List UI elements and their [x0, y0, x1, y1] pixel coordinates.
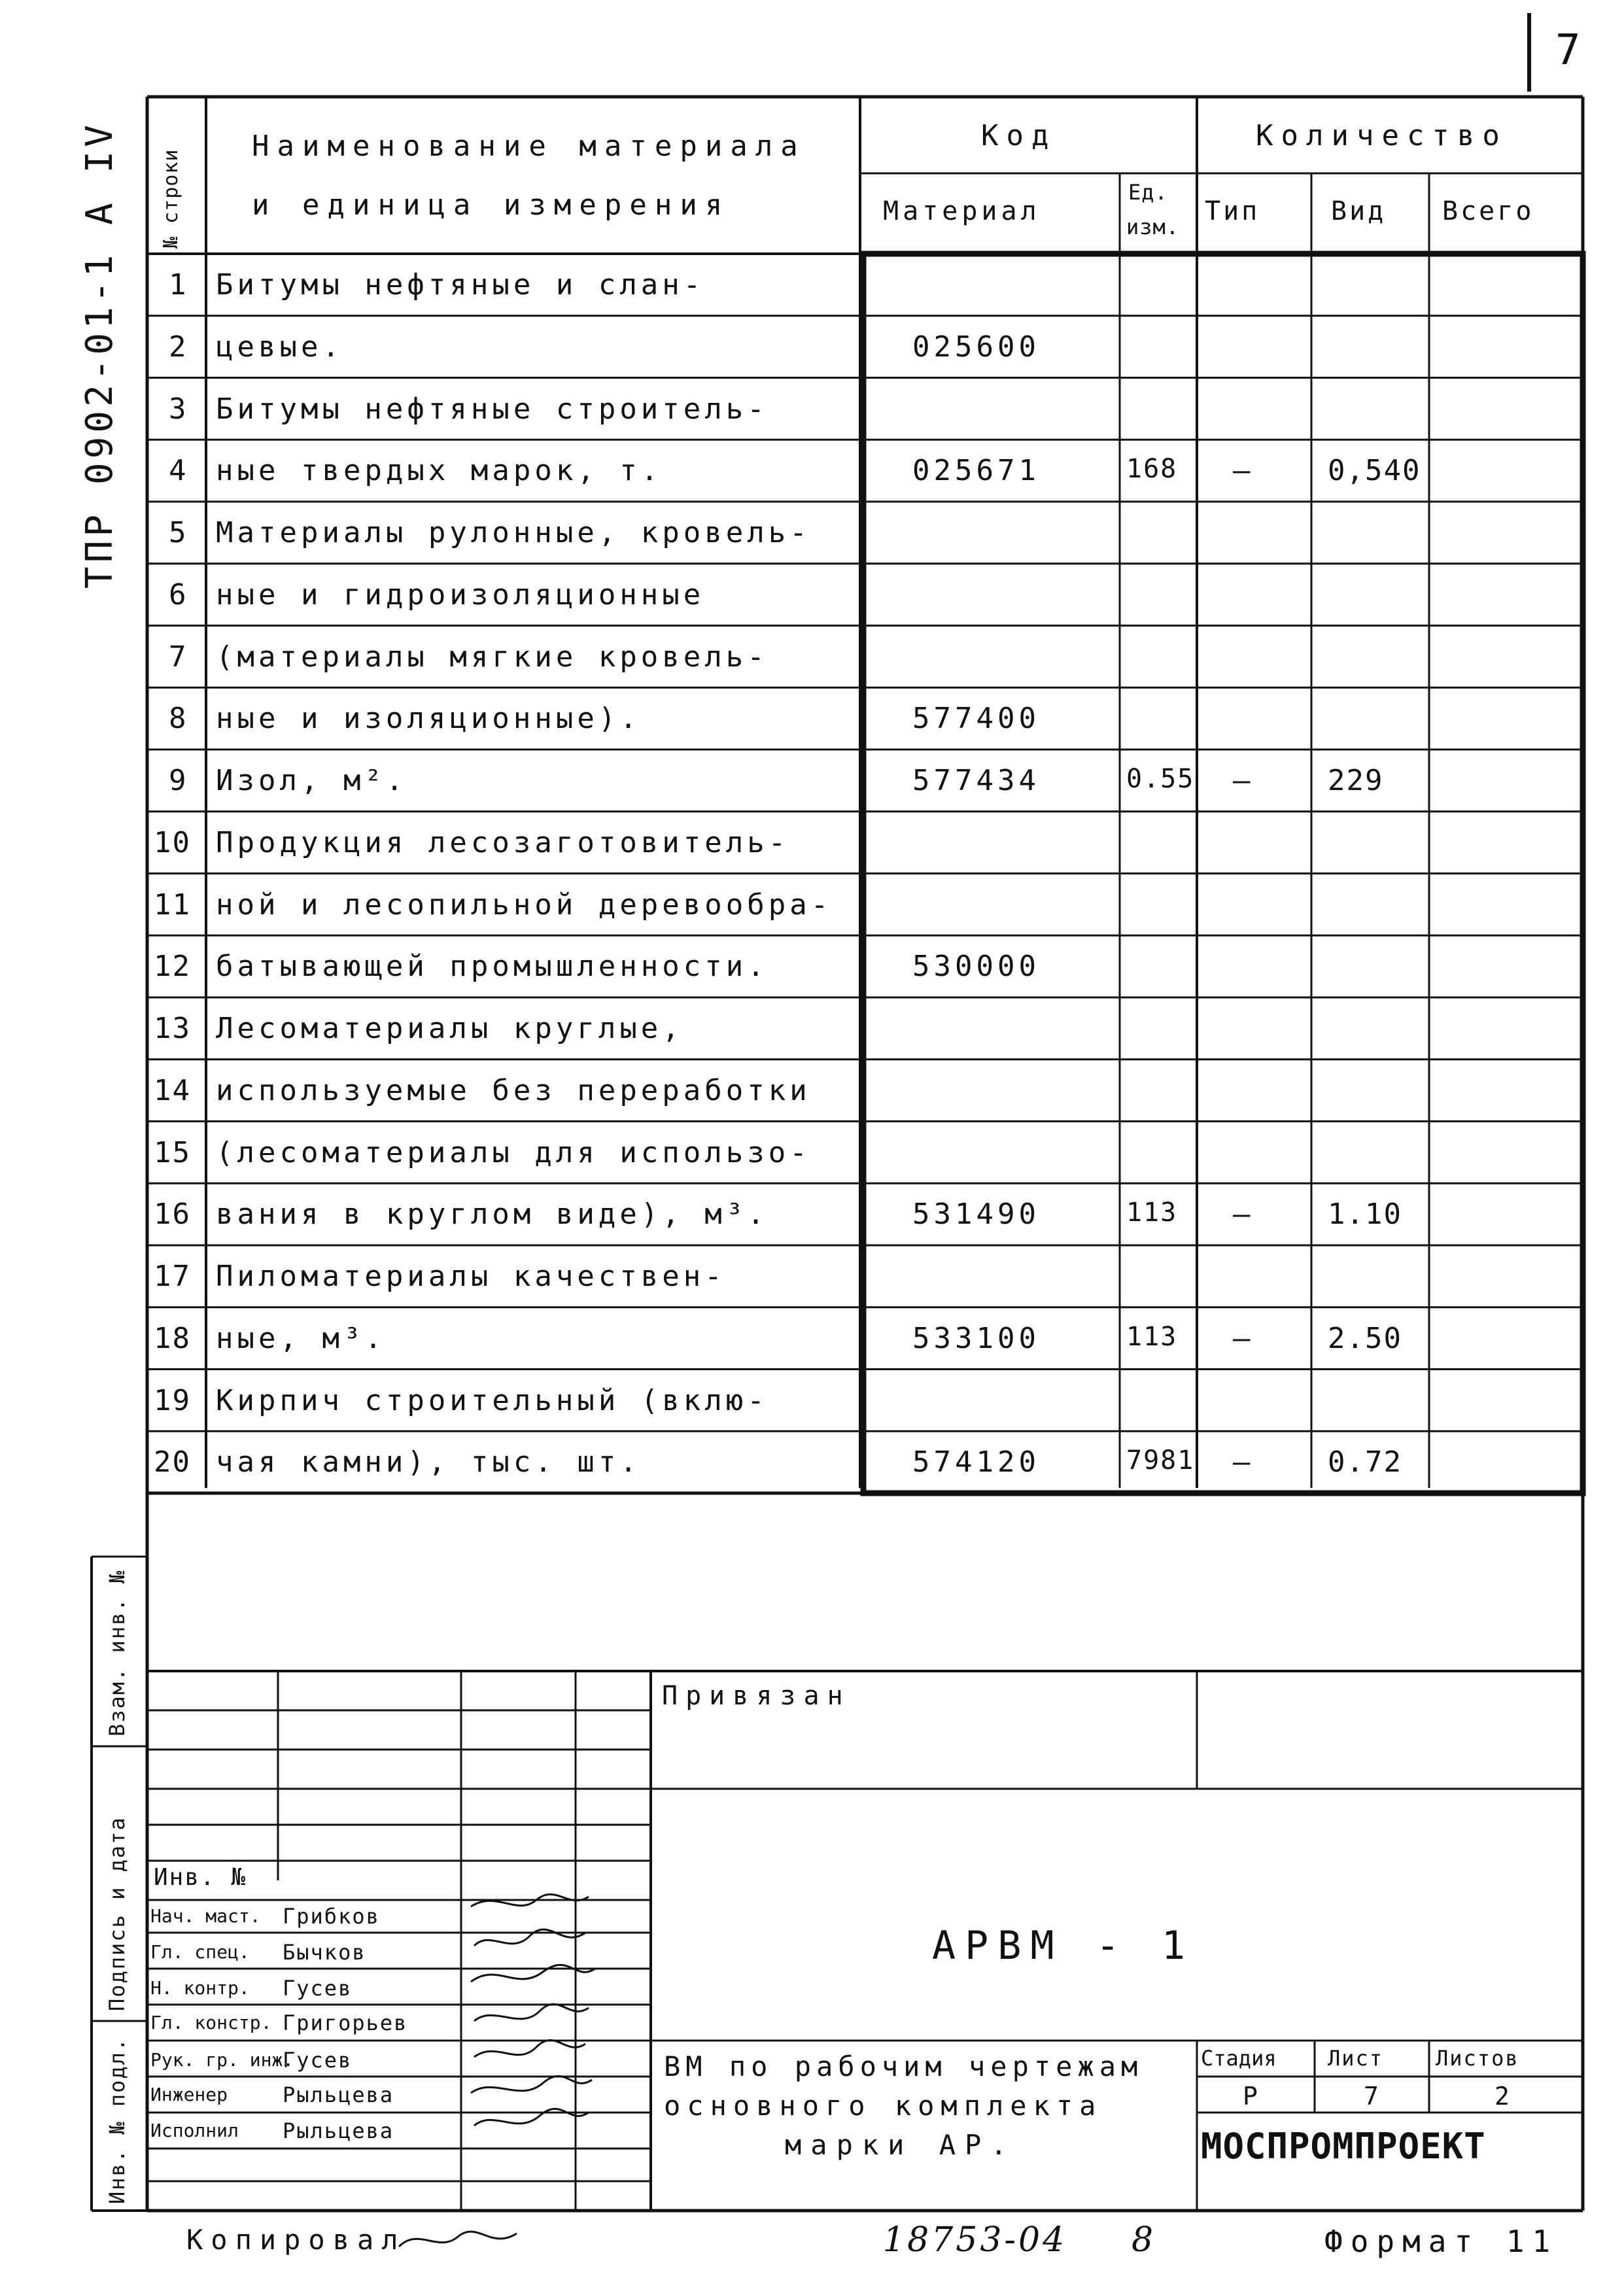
inv-no-label: Инв. №: [154, 1864, 247, 1891]
row-type: —: [1233, 1445, 1252, 1479]
organization-name: МОСПРОМПРОЕКТ: [1201, 2126, 1486, 2167]
row-name: ной и лесопильной деревообра-: [216, 888, 833, 922]
row-unit: 7981: [1126, 1445, 1195, 1476]
row-kind: 2.50: [1328, 1321, 1402, 1355]
sheets-label: Листов: [1436, 2046, 1519, 2071]
header-row-number: № строки: [160, 148, 182, 249]
row-name: Кирпич строительный (вклю-: [216, 1383, 769, 1417]
sheet-label: Лист: [1328, 2046, 1384, 2071]
row-name: Битумы нефтяные и слан-: [216, 268, 705, 302]
doc-code: АРВМ - 1: [932, 1923, 1194, 1969]
row-type: —: [1233, 1198, 1252, 1232]
row-type: —: [1233, 764, 1252, 797]
row-number: 14: [154, 1073, 191, 1107]
row-material-code: 574120: [912, 1445, 1040, 1479]
row-number: 13: [154, 1012, 191, 1045]
stamp-person-name: Бычков: [283, 1940, 366, 1965]
row-name: Битумы нефтяные строитель-: [216, 392, 769, 426]
side-document-code: ТПР 0902-01-1 А IV: [78, 121, 121, 589]
row-name: ные твердых марок, т.: [216, 454, 663, 488]
header-type: Тип: [1205, 196, 1260, 226]
header-total: Всего: [1442, 196, 1534, 226]
side-label-podpis: Подпись и дата: [105, 1816, 130, 2011]
row-name: ные и изоляционные).: [216, 702, 641, 736]
row-name: ные и гидроизоляционные: [216, 578, 705, 612]
header-name-line1: Наименование материала: [252, 129, 806, 163]
footer-format: Формат 11: [1324, 2224, 1559, 2259]
row-name: Материалы рулонные, кровель-: [216, 516, 811, 549]
row-name: используемые без переработки: [216, 1073, 811, 1107]
stamp-person-name: Григорьев: [283, 2010, 408, 2035]
footer-page: 8: [1132, 2220, 1159, 2260]
stamp-person-name: Грибков: [283, 1904, 380, 1929]
header-kind: Вид: [1331, 196, 1387, 226]
sheet-value: 7: [1364, 2082, 1380, 2111]
row-name: вания в круглом виде), м³.: [216, 1198, 769, 1232]
row-number: 12: [154, 950, 191, 984]
signatures: [458, 1884, 602, 2171]
footer-copied: Копировал: [186, 2224, 406, 2256]
stamp-role: Инженер: [150, 2084, 228, 2105]
row-number: 15: [154, 1135, 191, 1169]
stamp-person-name: Гусев: [283, 1976, 353, 2001]
row-kind: 1.10: [1328, 1198, 1402, 1232]
footer-number: 18753-04: [883, 2220, 1067, 2260]
row-name: батывающей промышленности.: [216, 950, 769, 984]
header-unit-line1: Ед.: [1128, 180, 1168, 205]
row-number: 20: [154, 1445, 191, 1479]
row-name: (лесоматериалы для использо-: [216, 1135, 811, 1169]
stamp-role: Н. контр.: [150, 1977, 250, 1999]
stamp-person-name: Гусев: [283, 2048, 353, 2073]
side-label-vzam: Взам. инв. №: [105, 1569, 130, 1736]
row-number: 11: [154, 888, 191, 922]
row-unit: 113: [1126, 1198, 1178, 1228]
row-name: (материалы мягкие кровель-: [216, 640, 769, 674]
row-number: 4: [169, 454, 188, 488]
row-type: —: [1233, 454, 1252, 488]
stamp-role: Гл. спец.: [150, 1941, 250, 1963]
row-material-code: 577434: [912, 764, 1040, 797]
title-line3: марки АР.: [785, 2129, 1016, 2161]
row-material-code: 025600: [912, 330, 1040, 364]
row-material-code: 577400: [912, 702, 1040, 736]
row-name: цевые.: [216, 330, 343, 364]
stamp-role: Исполнил: [150, 2120, 239, 2141]
row-name: чая камни), тыс. шт.: [216, 1445, 641, 1479]
row-unit: 0.55: [1126, 764, 1195, 794]
row-material-code: 025671: [912, 454, 1040, 488]
privyazan-label: Привязан: [662, 1681, 851, 1711]
stamp-person-name: Рыльцева: [283, 2082, 394, 2107]
stamp-person-name: Рыльцева: [283, 2118, 394, 2143]
header-code: Код: [981, 119, 1057, 152]
row-number: 17: [154, 1260, 191, 1293]
row-number: 19: [154, 1383, 191, 1417]
copied-signature: [392, 2220, 523, 2260]
header-quantity: Количество: [1256, 119, 1508, 152]
stage-label: Стадия: [1201, 2046, 1277, 2071]
row-number: 2: [169, 330, 188, 364]
row-number: 6: [169, 578, 188, 612]
row-number: 10: [154, 825, 191, 859]
header-material: Материал: [883, 196, 1041, 226]
row-type: —: [1233, 1321, 1252, 1355]
row-name: Пиломатериалы качествен-: [216, 1260, 726, 1293]
title-line1: ВМ по рабочим чертежам: [664, 2050, 1143, 2082]
row-number: 18: [154, 1321, 191, 1355]
stamp-role: Нач. маст.: [150, 1905, 261, 1927]
row-number: 7: [169, 640, 188, 674]
title-line2: основного комплекта: [664, 2090, 1103, 2122]
row-name: Продукция лесозаготовитель-: [216, 825, 790, 859]
row-unit: 113: [1126, 1321, 1178, 1352]
row-material-code: 533100: [912, 1321, 1040, 1355]
page-number: 7: [1555, 26, 1586, 75]
row-unit: 168: [1126, 454, 1178, 485]
row-number: 3: [169, 392, 188, 426]
stamp-role: Гл. констр.: [150, 2012, 272, 2033]
header-name-line2: и единица измерения: [252, 188, 731, 222]
row-material-code: 530000: [912, 950, 1040, 984]
stamp-role: Рук. гр. инж.: [150, 2049, 294, 2071]
row-kind: 229: [1328, 764, 1384, 797]
sheets-value: 2: [1494, 2082, 1511, 2111]
row-name: Изол, м².: [216, 764, 407, 797]
header-unit-line2: изм.: [1126, 215, 1180, 239]
row-kind: 0,540: [1328, 454, 1421, 488]
stage-value: Р: [1243, 2082, 1259, 2111]
row-name: ные, м³.: [216, 1321, 386, 1355]
side-label-inv-podl: Инв. № подл.: [105, 2037, 130, 2204]
row-number: 9: [169, 764, 188, 797]
row-number: 1: [169, 268, 188, 302]
row-material-code: 531490: [912, 1198, 1040, 1232]
row-name: Лесоматериалы круглые,: [216, 1012, 683, 1045]
row-kind: 0.72: [1328, 1445, 1402, 1479]
row-number: 16: [154, 1198, 191, 1232]
row-number: 5: [169, 516, 188, 549]
row-number: 8: [169, 702, 188, 736]
